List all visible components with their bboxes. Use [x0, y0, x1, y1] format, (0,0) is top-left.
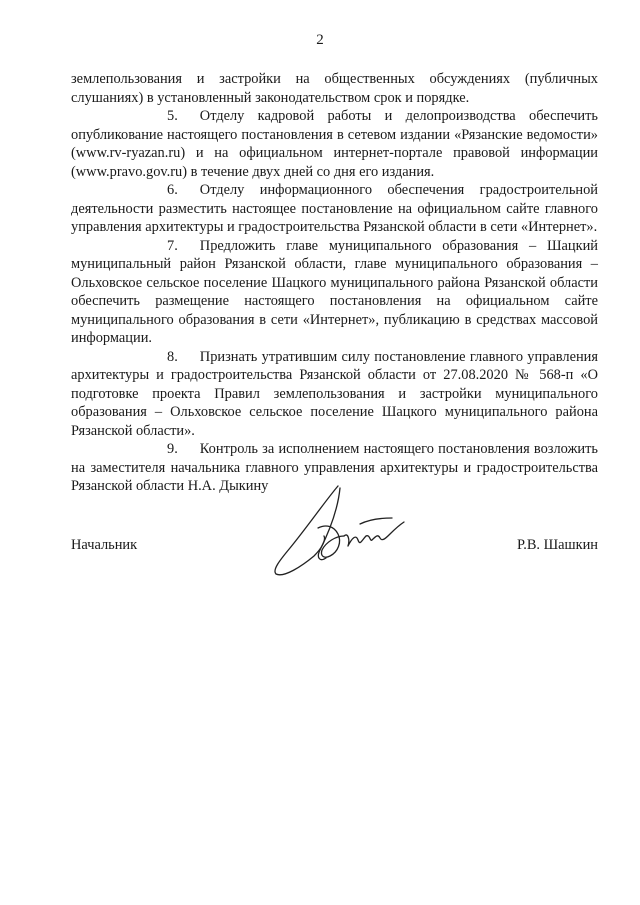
document-body — [71, 70, 598, 496]
item-text: Отделу информационного обеспечения градостроительной деятельности разместить настоящее постановление на официальном сайте главного управления архитектуры и градостроительства Рязанской области в сети «Интернет». — [71, 182, 598, 235]
item-text: Контроль за исполнением настоящего постановления возложить на заместителя начальника главного управления архитектуры и градостроительства Рязанской области Н.А. Дыкину — [71, 441, 598, 494]
signer-position: Начальник — [71, 537, 138, 553]
continuation-paragraph: землепользования и застройки на общественных обсуждениях (публичных слушаниях) в установленный законодательством срок и порядке. — [71, 71, 598, 106]
handwritten-signature — [268, 478, 418, 588]
item-number: 7. — [167, 237, 178, 254]
item-number: 9. — [167, 441, 178, 457]
paragraph-item-5 — [71, 107, 598, 181]
paragraph-item-8 — [71, 348, 598, 441]
item-number: 8. — [167, 348, 178, 365]
item-text: Отделу кадровой работы и делопроизводства обеспечить опубликование настоящего постановления в сетевом издании «Рязанские ведомости» (www.rv-ryazan.ru) и на официальном интернет-портале правовой информации (www.pravo.gov.ru) в течение двух дней со дня его издания. — [71, 108, 598, 180]
paragraph-item-6 — [71, 181, 598, 237]
page-number: 2 — [316, 32, 324, 48]
item-number: 5. — [167, 108, 178, 124]
item-text: Предложить главе муниципального образования – Шацкий муниципальный район Рязанской области, главе муниципального образования – Ольховское сельское поселение Шацкого муниципального района Рязанской области обеспечить размещение настоящего постановления на официальном сайте муниципального образования в сети «Интернет», публикацию в средствах массовой информации. — [71, 237, 598, 346]
item-text: Признать утратившим силу постановление главного управления архитектуры и градостроительства Рязанской области от 27.08.2020 № 568-п «О подготовке проекта Правил землепользования и застройки муниципального образования – Ольховское сельское поселение Шацкого муниципального района Рязанской области». — [71, 348, 598, 439]
paragraph-item-7 — [71, 237, 598, 348]
signer-name: Р.В. Шашкин — [517, 537, 598, 553]
item-number: 6. — [167, 182, 178, 198]
